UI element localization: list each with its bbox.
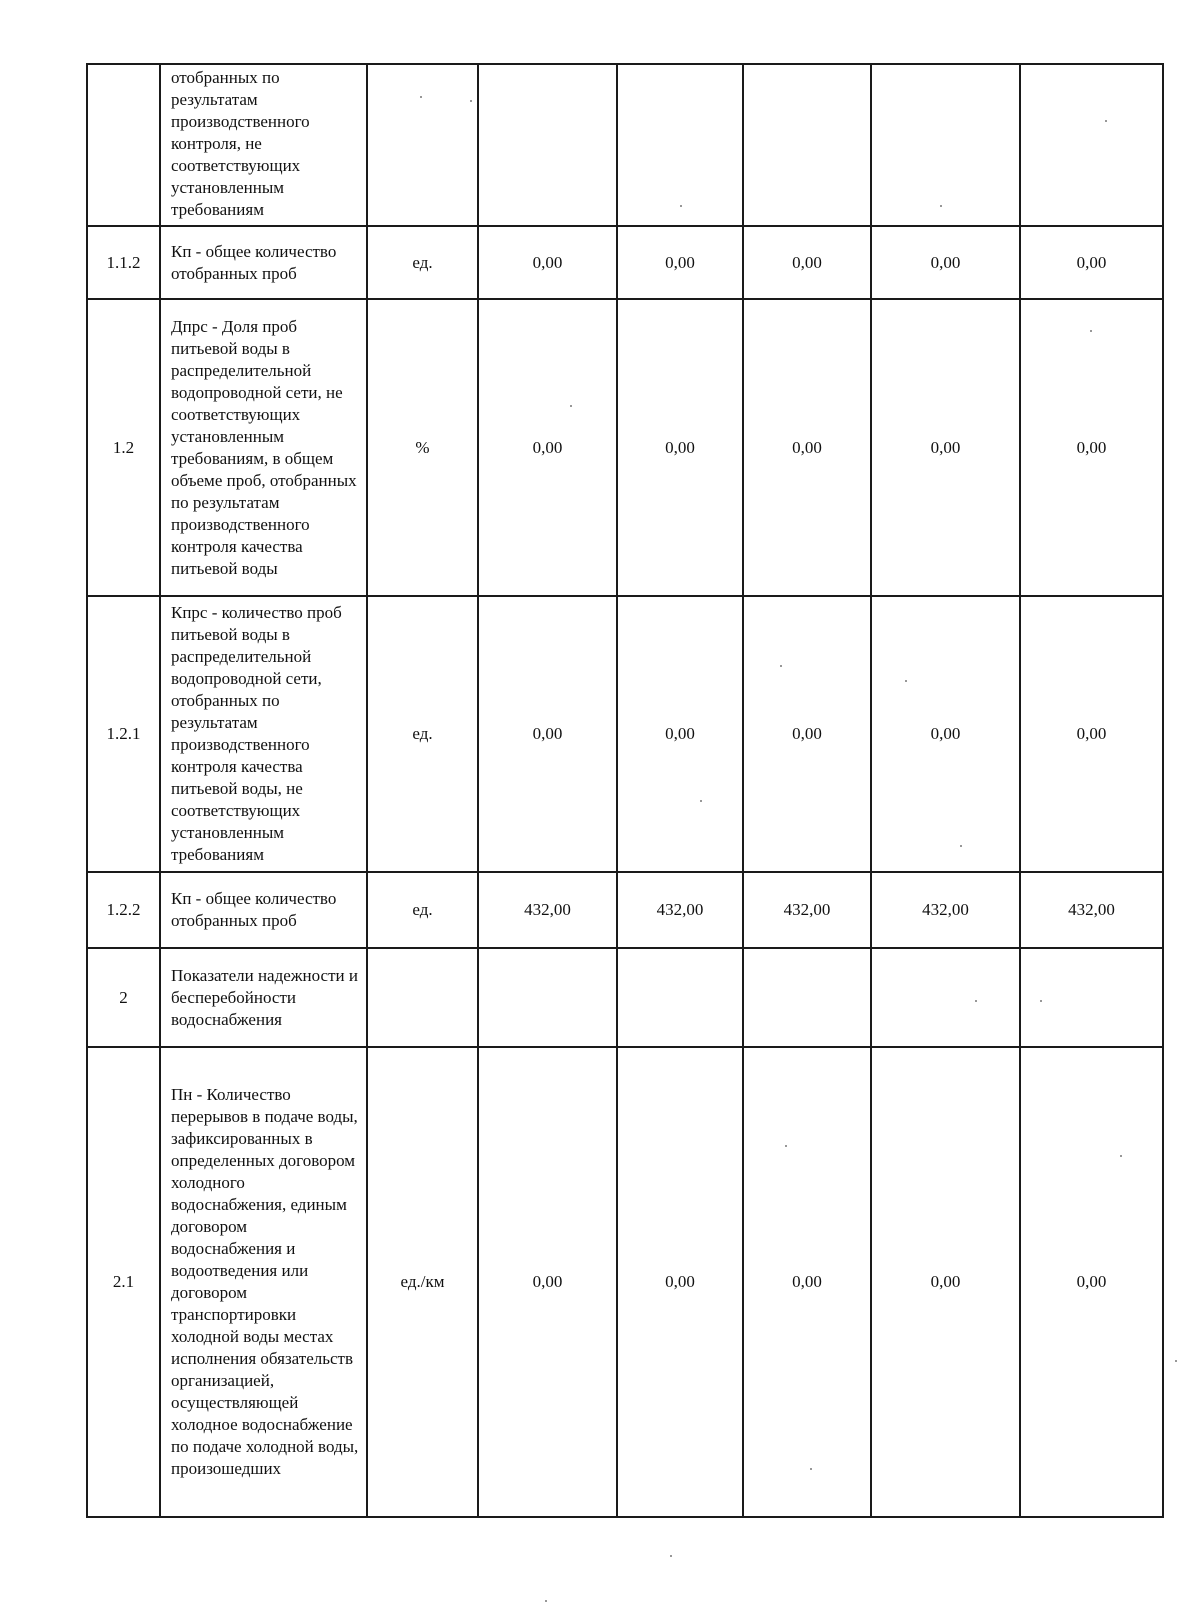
indicator-name: Кп - общее количество отобранных проб [160, 226, 367, 299]
row-number: 1.2.2 [87, 872, 160, 948]
value-cell: 0,00 [617, 226, 743, 299]
value-cell: 0,00 [1020, 226, 1163, 299]
scan-speck [810, 1468, 812, 1470]
value-cell: 0,00 [1020, 1047, 1163, 1517]
scan-speck [470, 100, 472, 102]
indicator-name: отобранных по результатам производственного контроля, не соответствующих установленным требованиям [160, 64, 367, 226]
scan-speck [570, 405, 572, 407]
value-cell [871, 948, 1020, 1047]
section-heading: Показатели надежности и бесперебойности водоснабжения [160, 948, 367, 1047]
scan-speck [1105, 120, 1107, 122]
value-cell: 0,00 [871, 226, 1020, 299]
row-number: 2 [87, 948, 160, 1047]
value-cell: 0,00 [1020, 299, 1163, 596]
scan-speck [940, 205, 942, 207]
value-cell: 432,00 [1020, 872, 1163, 948]
value-cell [871, 64, 1020, 226]
value-cell [478, 64, 617, 226]
value-cell: 0,00 [478, 226, 617, 299]
scan-speck [1090, 330, 1092, 332]
indicator-name: Кпрс - количество проб питьевой воды в распределительной водопроводной сети, отобранных по результатам производственного контроля качества питьевой воды, не соответствующих установленным требованиям [160, 596, 367, 872]
value-cell: 0,00 [743, 299, 871, 596]
value-cell: 0,00 [743, 596, 871, 872]
unit-cell: % [367, 299, 478, 596]
row-number [87, 64, 160, 226]
value-cell: 432,00 [478, 872, 617, 948]
indicators-table [86, 63, 1164, 1518]
unit-cell: ед./км [367, 1047, 478, 1517]
scan-speck [780, 665, 782, 667]
value-cell: 0,00 [871, 299, 1020, 596]
value-cell [1020, 948, 1163, 1047]
row-number: 1.2 [87, 299, 160, 596]
value-cell: 0,00 [871, 596, 1020, 872]
value-cell: 0,00 [743, 1047, 871, 1517]
row-number: 2.1 [87, 1047, 160, 1517]
value-cell: 0,00 [871, 1047, 1020, 1517]
scan-speck [905, 680, 907, 682]
table-row [87, 64, 1163, 226]
value-cell [617, 64, 743, 226]
table-row [87, 299, 1163, 596]
scan-speck [670, 1555, 672, 1557]
value-cell: 0,00 [743, 226, 871, 299]
value-cell [478, 948, 617, 1047]
table-row [87, 1047, 1163, 1517]
value-cell [743, 64, 871, 226]
table-row [87, 226, 1163, 299]
table-row [87, 872, 1163, 948]
unit-cell [367, 948, 478, 1047]
scan-speck [975, 1000, 977, 1002]
indicator-name: Кп - общее количество отобранных проб [160, 872, 367, 948]
value-cell: 0,00 [478, 596, 617, 872]
value-cell: 432,00 [617, 872, 743, 948]
row-number: 1.2.1 [87, 596, 160, 872]
table-row [87, 596, 1163, 872]
scan-speck [1040, 1000, 1042, 1002]
value-cell: 0,00 [478, 1047, 617, 1517]
row-number: 1.1.2 [87, 226, 160, 299]
value-cell: 0,00 [1020, 596, 1163, 872]
scan-speck [785, 1145, 787, 1147]
table-row [87, 948, 1163, 1047]
unit-cell [367, 64, 478, 226]
unit-cell: ед. [367, 872, 478, 948]
scan-speck [1120, 1155, 1122, 1157]
value-cell: 0,00 [617, 596, 743, 872]
indicator-name: Пн - Количество перерывов в подаче воды, зафиксированных в определенных договором холодного водоснабжения, единым договором водоснабжения и водоотведения или договором транспортировки холодной воды местах исполнения обязательств организацией, осуществляющей холодное водоснабжение по подаче холодной воды, произошедших [160, 1047, 367, 1517]
value-cell [743, 948, 871, 1047]
value-cell: 0,00 [617, 1047, 743, 1517]
scan-speck [680, 205, 682, 207]
scan-speck [420, 96, 422, 98]
value-cell: 432,00 [743, 872, 871, 948]
value-cell [1020, 64, 1163, 226]
value-cell: 432,00 [871, 872, 1020, 948]
value-cell: 0,00 [617, 299, 743, 596]
scan-speck [1175, 1360, 1177, 1362]
indicator-name: Дпрс - Доля проб питьевой воды в распределительной водопроводной сети, не соответствующих установленным требованиям, в общем объеме проб, отобранных по результатам производственного контроля качества питьевой воды [160, 299, 367, 596]
value-cell [617, 948, 743, 1047]
scan-speck [960, 845, 962, 847]
scan-speck [545, 1600, 547, 1602]
value-cell: 0,00 [478, 299, 617, 596]
unit-cell: ед. [367, 226, 478, 299]
scan-speck [700, 800, 702, 802]
unit-cell: ед. [367, 596, 478, 872]
